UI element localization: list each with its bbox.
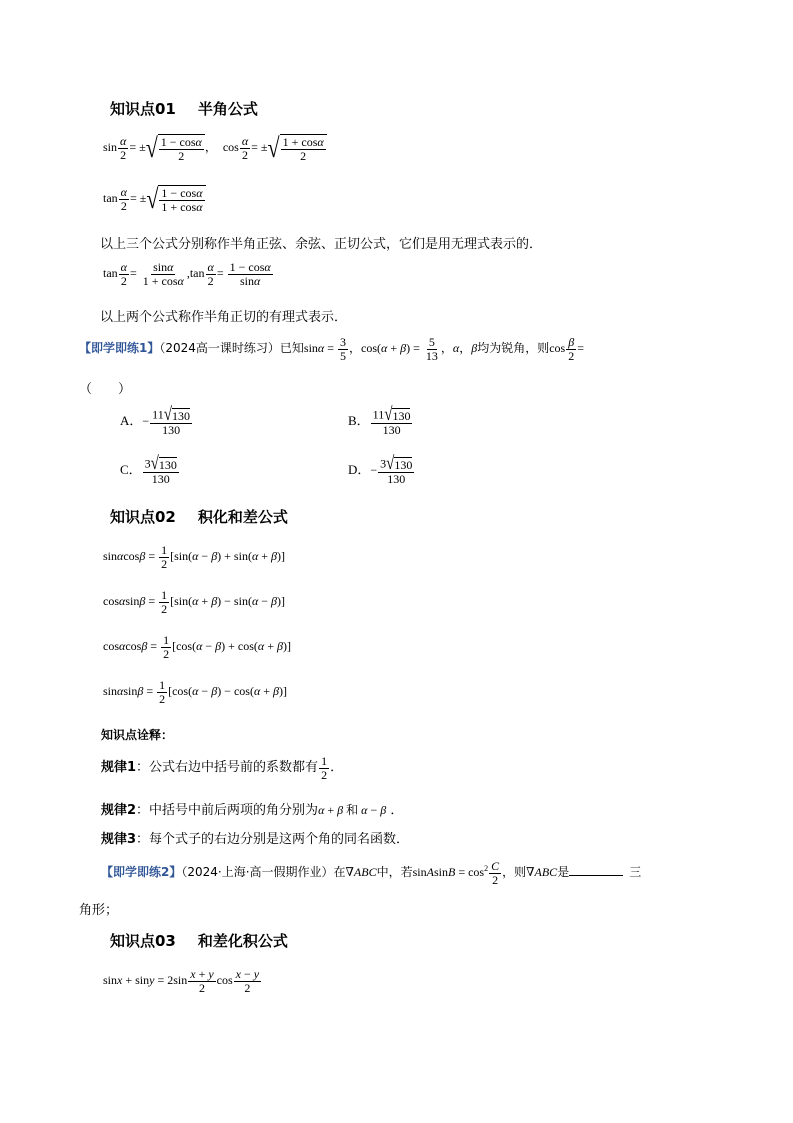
paragraph-1: 以上三个公式分别称作半角正弦、余弦、正切公式，它们是用无理式表示的． bbox=[100, 237, 543, 252]
formula-product-cos-cos: cosαcosβ = $\frac{1}{2}$ [cos(α − β) + cos(α + β)] bbox=[103, 633, 291, 661]
formula-sum-sin: sinx + siny = 2sin $\frac{x + y}{2}$ cos $\frac{x - y}{2}$ bbox=[103, 967, 260, 995]
option-label: A． bbox=[120, 413, 143, 429]
option-b[interactable]: B． 11 √ 130 130 bbox=[348, 404, 411, 437]
option-label: B． bbox=[348, 413, 370, 429]
section-heading-2 bbox=[110, 506, 288, 527]
option-c[interactable]: C． 3 √ 130 130 bbox=[120, 453, 177, 486]
formula-half-tan-rational: tan $\frac{\alpha}{2}$ = $\frac{\sin\alpha}{1 + \cos\alpha}$ ,tan $\frac{\alpha}{2}$ = $\frac{1 - \cos\alpha}{\sin\alpha}$ bbox=[103, 260, 271, 288]
rule-3: 规律3：每个式子的右边分别是这两个角的同名函数． bbox=[101, 832, 410, 847]
exercise-2-question: 【即学即练2】（2024·上海·高一假期作业）在∇ABC中，若sinAsinB = $\cos^2$ $\frac{C}{2}$ ，则∇ABC是 三 bbox=[101, 859, 642, 887]
section-heading-3 bbox=[110, 930, 288, 951]
section-title: 半角公式 bbox=[197, 100, 258, 118]
exercise-1-question: 【即学即练1】（2024高一课时练习）已知sinα = $\frac{3}{5}$ ，cos(α + β) = $\frac{5}{13}$ ，α，β均为锐角，则cos $\frac{\beta}{2}$ = bbox=[79, 335, 584, 363]
section-title: 和差化积公式 bbox=[197, 932, 288, 950]
rule-2: 规律2：中括号中前后两项的角分别为α + β 和 α − β ． bbox=[101, 803, 404, 818]
option-d[interactable]: D．− 3 √ 130 130 bbox=[348, 453, 413, 486]
paragraph-2: 以上两个公式称作半角正切的有理式表示． bbox=[100, 310, 348, 325]
rule-1: 规律1：公式右边中括号前的系数都有 $\frac{1}{2}$ ． bbox=[101, 754, 344, 782]
exercise-source: （2024高一课时练习）已知 bbox=[159, 340, 304, 355]
formula-half-sin-cos: sin $\frac{\alpha}{2}$ = ± √ $\frac{1 - \cos\alpha}{2}$ ， cos $\frac{\alpha}{2}$ = ± √ $\frac{1 + \cos\alpha}{2}$ bbox=[103, 134, 327, 162]
exercise-2-line2: 角形； bbox=[79, 903, 119, 918]
formula-product-cos-sin: cosαsinβ = $\frac{1}{2}$ [sin(α + β) − sin(α − β)] bbox=[103, 588, 286, 616]
section-number: 知识点03 bbox=[110, 932, 176, 950]
section-number: 知识点01 bbox=[110, 100, 176, 118]
option-label: D． bbox=[348, 462, 371, 478]
answer-blank[interactable] bbox=[569, 863, 623, 876]
section-number: 知识点02 bbox=[110, 508, 176, 526]
formula-half-tan: tan $\frac{\alpha}{2}$ = ± √ $\frac{1 - \cos\alpha}{1 + \cos\alpha}$ bbox=[103, 185, 206, 213]
note-title: 知识点诠释： bbox=[101, 728, 174, 742]
exercise-source: （2024·上海·高一假期作业）在 bbox=[181, 864, 346, 879]
section-title: 积化和差公式 bbox=[197, 508, 288, 526]
exercise-tag: 【即学即练1】 bbox=[79, 340, 160, 355]
formula-product-sin-sin: sinαsinβ = $\frac{1}{2}$ [cos(α − β) − cos(α + β)] bbox=[103, 678, 288, 706]
formula-product-sin-cos: sinαcosβ = $\frac{1}{2}$ [sin(α − β) + sin(α + β)] bbox=[103, 543, 286, 571]
exercise-tag: 【即学即练2】 bbox=[101, 864, 182, 879]
answer-paren: （ ） bbox=[79, 382, 132, 397]
section-heading-1 bbox=[110, 98, 258, 119]
option-a[interactable]: A．− 11 √ 130 130 bbox=[120, 404, 190, 437]
option-label: C． bbox=[120, 462, 142, 478]
